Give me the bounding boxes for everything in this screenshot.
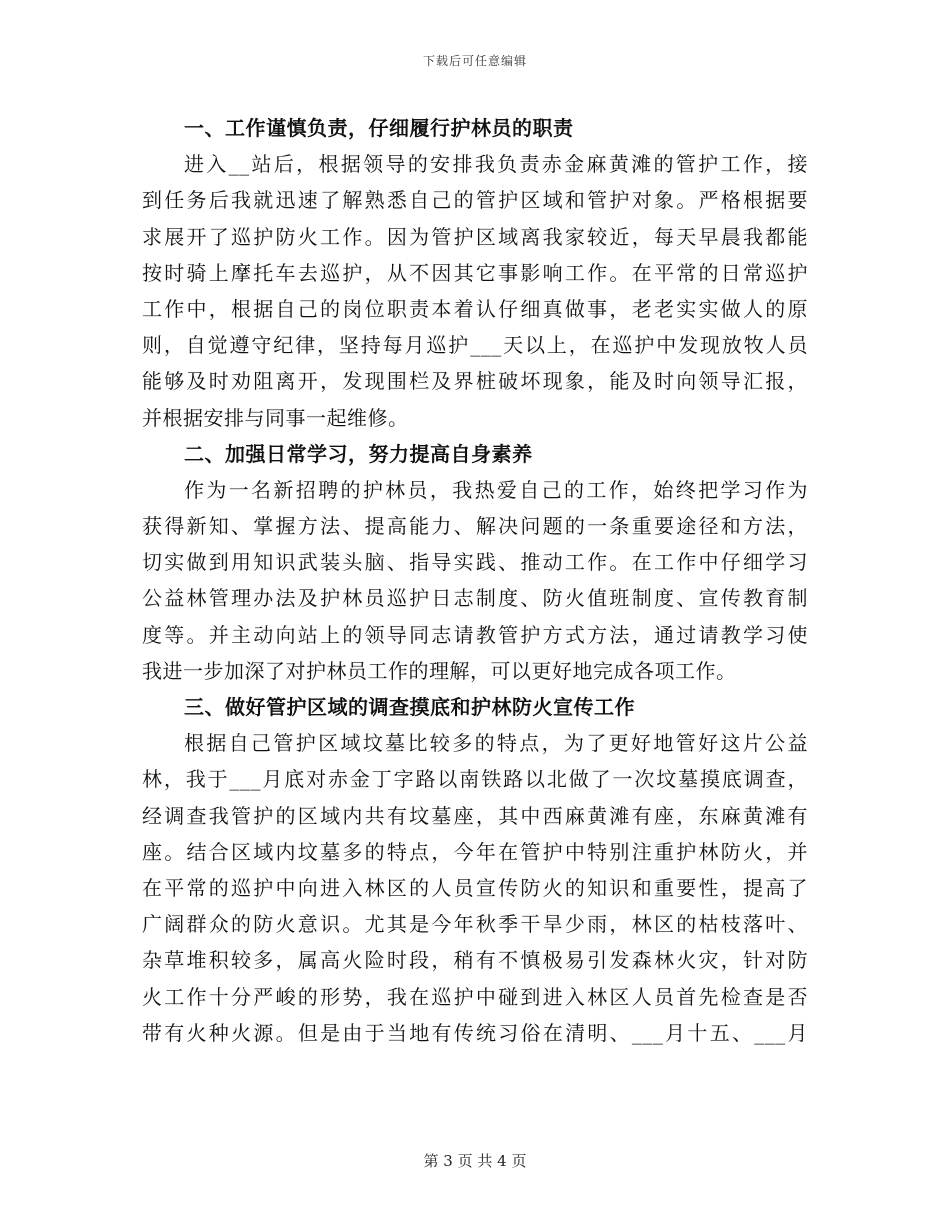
paragraph-line: 根据自己管护区域坟墓比较多的特点，为了更好地管好这片公益 bbox=[184, 731, 808, 756]
paragraph-line: 广阔群众的防火意识。尤其是今年秋季干旱少雨，林区的枯枝落叶、 bbox=[142, 912, 808, 937]
document-body bbox=[142, 110, 808, 1051]
paragraph-line: 到任务后我就迅速了解熟悉自己的管护区域和管护对象。严格根据要 bbox=[142, 188, 808, 213]
paragraph-line: 并根据安排与同事一起维修。 bbox=[142, 405, 409, 430]
paragraph-line: 求展开了巡护防火工作。因为管护区域离我家较近，每天早晨我都能 bbox=[142, 224, 808, 249]
paragraph-line: 获得新知、掌握方法、提高能力、解决问题的一条重要途径和方法， bbox=[142, 514, 808, 539]
paragraph-line: 经调查我管护的区域内共有坟墓座，其中西麻黄滩有座，东麻黄滩有 bbox=[142, 803, 808, 828]
paragraph-line: 火工作十分严峻的形势，我在巡护中碰到进入林区人员首先检查是否 bbox=[142, 984, 808, 1009]
paragraph-line: 进入__站后，根据领导的安排我负责赤金麻黄滩的管护工作，接 bbox=[184, 152, 808, 177]
page-header-note: 下载后可任意编辑 bbox=[422, 54, 527, 68]
paragraph-line: 带有火种火源。但是由于当地有传统习俗在清明、___月十五、___月 bbox=[142, 1020, 808, 1045]
page-number: 第 3 页 共 4 页 bbox=[423, 1152, 527, 1170]
paragraph-line: 工作中，根据自己的岗位职责本着认仔细真做事，老老实实做人的原 bbox=[142, 296, 808, 321]
paragraph-line: 公益林管理办法及护林员巡护日志制度、防火值班制度、宣传教育制 bbox=[142, 586, 808, 611]
paragraph-line: 座。结合区域内坟墓多的特点，今年在管护中特别注重护林防火，并 bbox=[142, 839, 808, 864]
paragraph-line: 我进一步加深了对护林员工作的理解，可以更好地完成各项工作。 bbox=[142, 658, 737, 683]
section-heading: 三、做好管护区域的调查摸底和护林防火宣传工作 bbox=[184, 695, 635, 719]
paragraph-line: 能够及时劝阻离开，发现围栏及界桩破坏现象，能及时向领导汇报， bbox=[142, 369, 808, 394]
paragraph-line: 按时骑上摩托车去巡护，从不因其它事影响工作。在平常的日常巡护 bbox=[142, 260, 808, 285]
paragraph-line: 度等。并主动向站上的领导同志请教管护方式方法，通过请教学习使 bbox=[142, 622, 808, 647]
paragraph-line: 林，我于___月底对赤金丁字路以南铁路以北做了一次坟墓摸底调查， bbox=[142, 767, 808, 792]
paragraph-line: 杂草堆积较多，属高火险时段，稍有不慎极易引发森林火灾，针对防 bbox=[142, 948, 808, 973]
paragraph-line: 则，自觉遵守纪律，坚持每月巡护___天以上，在巡护中发现放牧人员 bbox=[142, 333, 808, 358]
paragraph-line: 作为一名新招聘的护林员，我热爱自己的工作，始终把学习作为 bbox=[184, 477, 808, 502]
paragraph-line: 切实做到用知识武装头脑、指导实践、推动工作。在工作中仔细学习 bbox=[142, 550, 808, 575]
section-heading: 一、工作谨慎负责，仔细履行护林员的职责 bbox=[184, 116, 574, 140]
paragraph-line: 在平常的巡护中向进入林区的人员宣传防火的知识和重要性，提高了 bbox=[142, 875, 808, 900]
section-heading: 二、加强日常学习，努力提高自身素养 bbox=[184, 441, 533, 466]
